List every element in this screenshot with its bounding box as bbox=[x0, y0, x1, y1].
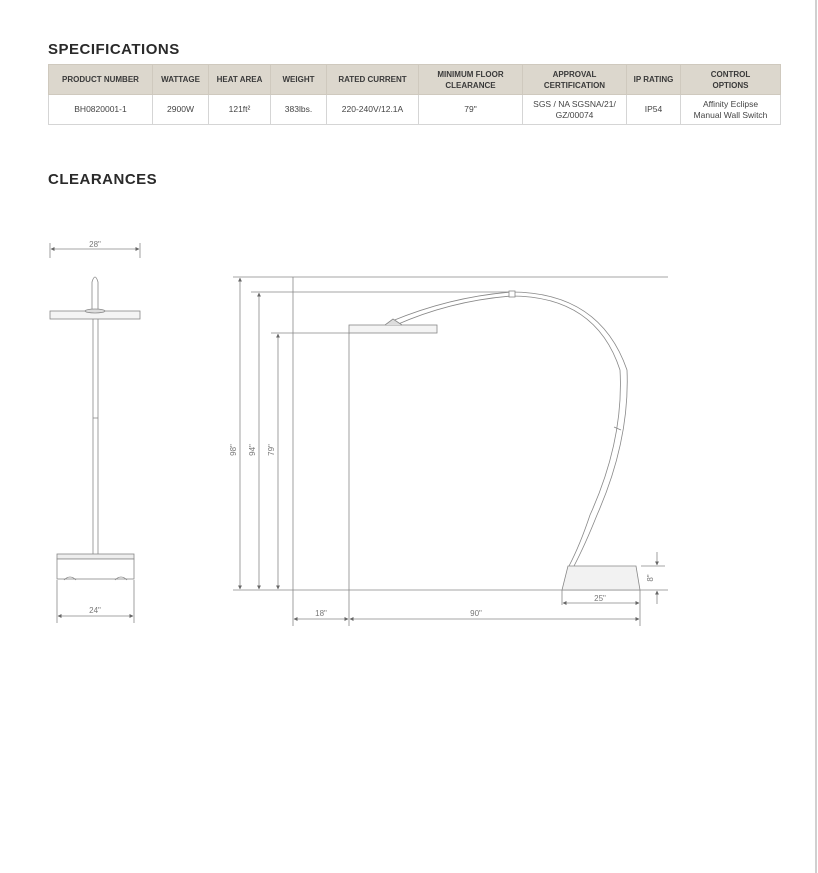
arm-joint bbox=[614, 427, 621, 430]
side-heater-head bbox=[349, 325, 437, 333]
label-base-height: 8" bbox=[646, 574, 655, 582]
front-base bbox=[57, 559, 134, 579]
front-head-cap bbox=[85, 309, 105, 313]
header-product-number: PRODUCT NUMBER bbox=[49, 65, 153, 95]
label-98: 98" bbox=[229, 444, 238, 456]
front-top-width-label: 28" bbox=[89, 240, 101, 249]
side-base bbox=[562, 566, 640, 590]
cell-ip-rating: IP54 bbox=[627, 95, 681, 125]
front-base-width-label: 24" bbox=[89, 606, 101, 615]
cell-control-options: Affinity Eclipse Manual Wall Switch bbox=[681, 95, 781, 125]
header-min-floor-clearance: MINIMUM FLOOR CLEARANCE bbox=[419, 65, 523, 95]
arm-top-joint bbox=[509, 291, 515, 297]
front-head-mount bbox=[92, 277, 98, 311]
specifications-title: SPECIFICATIONS bbox=[48, 41, 180, 58]
cell-min-floor-clearance: 79" bbox=[419, 95, 523, 125]
cell-approval-certification: SGS / NA SGSNA/21/ GZ/00074 bbox=[523, 95, 627, 125]
cell-weight: 383lbs. bbox=[271, 95, 327, 125]
cell-wattage: 2900W bbox=[153, 95, 209, 125]
label-reach: 90" bbox=[470, 609, 482, 618]
label-base-depth: 25" bbox=[594, 594, 606, 603]
header-rated-current: RATED CURRENT bbox=[327, 65, 419, 95]
side-head-mount bbox=[385, 319, 402, 325]
header-heat-area: HEAT AREA bbox=[209, 65, 271, 95]
front-base-top bbox=[57, 554, 134, 559]
cell-rated-current: 220-240V/12.1A bbox=[327, 95, 419, 125]
cell-product-number: BH0820001-1 bbox=[49, 95, 153, 125]
header-control-options: CONTROL OPTIONS bbox=[681, 65, 781, 95]
label-94: 94" bbox=[248, 444, 257, 456]
label-wall-offset: 18" bbox=[315, 609, 327, 618]
header-wattage: WATTAGE bbox=[153, 65, 209, 95]
label-79: 79" bbox=[267, 444, 276, 456]
header-weight: WEIGHT bbox=[271, 65, 327, 95]
clearances-title: CLEARANCES bbox=[48, 171, 158, 188]
cell-heat-area: 121ft² bbox=[209, 95, 271, 125]
front-view bbox=[50, 243, 140, 623]
header-ip-rating: IP RATING bbox=[627, 65, 681, 95]
arch-arm-inner bbox=[396, 296, 620, 566]
side-view bbox=[233, 277, 668, 626]
header-approval-certification: APPROVAL CERTIFICATION bbox=[523, 65, 627, 95]
